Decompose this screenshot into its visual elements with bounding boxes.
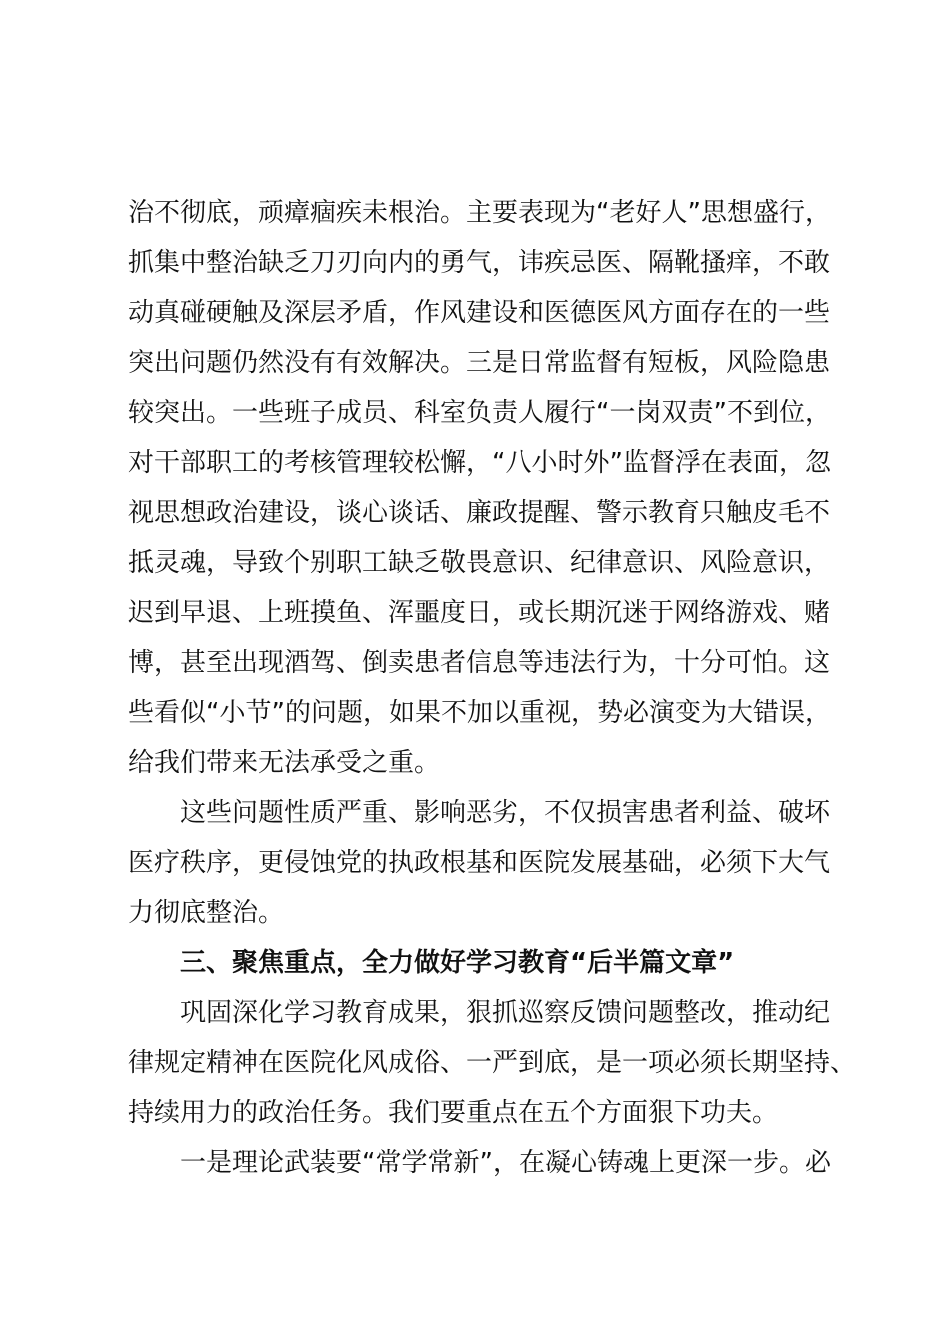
body-text-line: 治不彻底，顽瘴痼疾未根治。主要表现为“老好人”思想盛行， bbox=[128, 198, 831, 228]
body-text-line: 医疗秩序，更侵蚀党的执政根基和医院发展基础，必须下大气 bbox=[128, 848, 831, 878]
body-text-line: 对干部职工的考核管理较松懈，“八小时外”监督浮在表面，忽 bbox=[128, 448, 831, 478]
body-text-line: 些看似“小节”的问题，如果不加以重视，势必演变为大错误， bbox=[128, 698, 831, 728]
body-text-line: 给我们带来无法承受之重。 bbox=[128, 748, 441, 778]
body-text-line: 突出问题仍然没有有效解决。三是日常监督有短板，风险隐患 bbox=[128, 348, 831, 378]
paragraph-first-line: 巩固深化学习教育成果，狠抓巡察反馈问题整改，推动纪 bbox=[180, 998, 831, 1028]
body-text-line: 视思想政治建设，谈心谈话、廉政提醒、警示教育只触皮毛不 bbox=[128, 498, 831, 528]
body-text-line: 博，甚至出现酒驾、倒卖患者信息等违法行为，十分可怕。这 bbox=[128, 648, 831, 678]
body-text-line: 动真碰硬触及深层矛盾，作风建设和医德医风方面存在的一些 bbox=[128, 298, 831, 328]
body-text-line: 力彻底整治。 bbox=[128, 898, 285, 928]
body-text-line: 持续用力的政治任务。我们要重点在五个方面狠下功夫。 bbox=[128, 1098, 779, 1128]
section-heading: 三、聚焦重点，全力做好学习教育“后半篇文章” bbox=[180, 948, 735, 978]
paragraph-first-line: 一是理论武装要“常学常新”，在凝心铸魂上更深一步。必 bbox=[180, 1148, 831, 1178]
body-text-line: 迟到早退、上班摸鱼、浑噩度日，或长期沉迷于网络游戏、赌 bbox=[128, 598, 831, 628]
body-text-line: 律规定精神在医院化风成俗、一严到底，是一项必须长期坚持、 bbox=[128, 1048, 857, 1078]
body-text-line: 抓集中整治缺乏刀刃向内的勇气，讳疾忌医、隔靴搔痒，不敢 bbox=[128, 248, 831, 278]
body-text-line: 较突出。一些班子成员、科室负责人履行“一岗双责”不到位， bbox=[128, 398, 831, 428]
body-text-line: 抵灵魂，导致个别职工缺乏敬畏意识、纪律意识、风险意识， bbox=[128, 548, 831, 578]
paragraph-first-line: 这些问题性质严重、影响恶劣，不仅损害患者利益、破坏 bbox=[180, 798, 831, 828]
